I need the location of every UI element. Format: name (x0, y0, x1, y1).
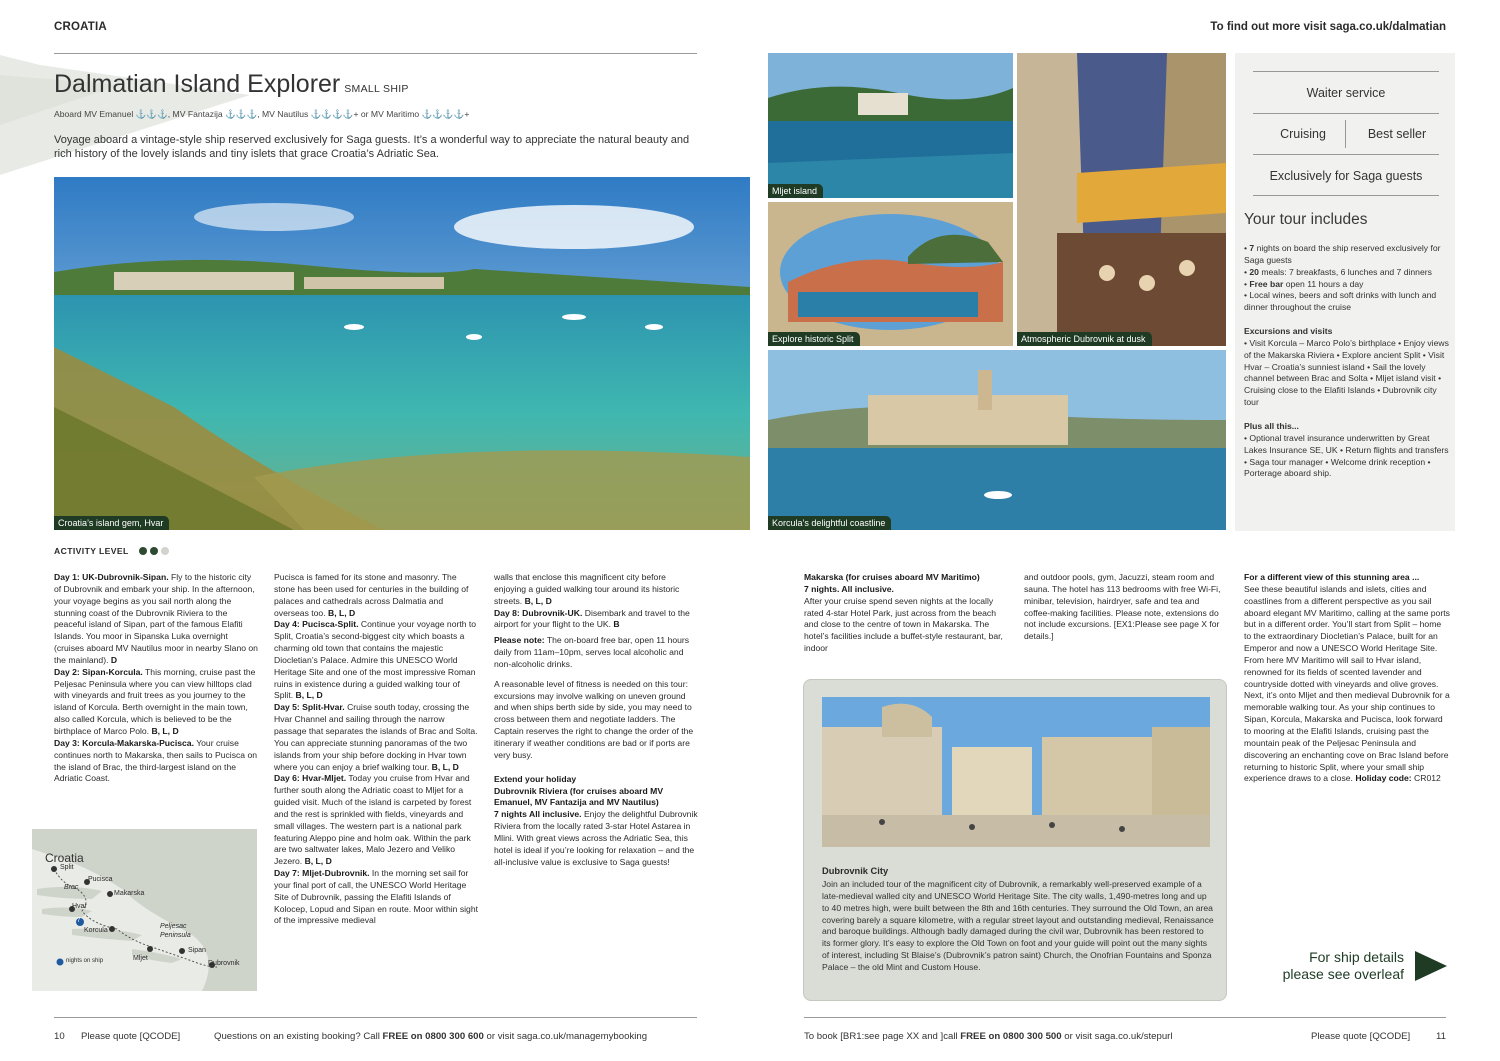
alt-view-text: See these beautiful islands and islets, cities and coastlines from a different perspective as you sail aboard elegant MV Maritimo, calling at the same ports but in a different order. You’ll start from Split – home to the extraordinary Diocletian’s Palace, built for an Emperor and now a UNESCO World Heritage Site. From here MV Maritimo will sail to Hvar island, renowned for its fields of scented lavender and countryside dotted with vineyards and olive groves. Next, it’s onto Mljet and then medieval Dubrovnik for a memorable walking tour. As your ship continues to Sipan, Korcula, Makarska and Pucisca, look forward to mooring at the Elafiti Islands, cruising past the mountain peak of the Peljesac Peninsula and discovering an enchanting cove on Brac Island before returning to historic Split, where your small ship experience draws to a close. Holiday code: CR012 (1244, 583, 1450, 784)
alt-view-heading: For a different view of this stunning area ... (1244, 572, 1420, 582)
include-item: • Free bar open 11 hours a day (1244, 278, 1364, 289)
makarska-column-1 (804, 572, 1004, 655)
route-map (32, 829, 257, 991)
map-label-pucisca: Pucisca (88, 876, 113, 883)
makarska-heading: Makarska (for cruises aboard MV Maritimo) (804, 572, 980, 582)
makarska-text: After your cruise spend seven nights at the locally rated 4-star Hotel Park, just across from the beach and close to the centre of town in Makarska. The hotel’s facilities include a buffet-style restaurant, bar, indoor (804, 595, 1003, 654)
itinerary-day: Day 7: Mljet-Dubrovnik. In the morning set sail for your final port of call, the UNESCO World Heritage Site of Dubrovnik, passing the Elafiti Islands of Kolocep, Lopud and Sipan en route. Moor within sight of the impressive medieval (274, 868, 478, 926)
map-country: Croatia (45, 851, 84, 865)
page-number-right: 11 (1436, 1031, 1446, 1042)
itinerary-day: Day 6: Hvar-Mljet. Today you cruise from Hvar and further south along the Adriatic coast to Mljet for a guided visit. Much of the island is carpeted by forest and the rest is sprinkled with fields, vineyards and small villages. The western part is a national park featuring Aleppo pine and holm oak. Within the park are two saltwater lakes, Malo Jezero and Veliko Jezero. B, L, D (274, 773, 472, 867)
map-label-korcula: Korcula (84, 927, 108, 934)
plus-text: • Optional travel insurance underwritten by Great Lakes Insurance SE, UK • Return flights and transfers • Saga tour manager • Welcome drink reception • Porterage aboard ship. (1244, 432, 1449, 479)
small-ship-badge: SMALL SHIP (344, 83, 409, 95)
excursions-title: Excursions and visits (1244, 326, 1333, 337)
tag-waiter-service: Waiter service (1306, 86, 1386, 100)
ship-details-line2: please see overleaf (1282, 966, 1404, 982)
footer-rule-right (804, 1017, 1446, 1018)
page-number-left: 10 (54, 1031, 65, 1042)
tag-divider (1253, 154, 1439, 155)
itinerary-day: Day 5: Split-Hvar. Cruise south today, crossing the Hvar Channel and sailing through the narrow passage that separates the islands of Brac and Solta. You can appreciate stunning panoramas of the two islands from your ship before docking in Hvar town where you can enjoy a brief walking tour. B, L, D (274, 702, 478, 772)
itinerary-day: walls that enclose this magnificent city before enjoying a guided walking tour around its historic streets. B, L, D (494, 572, 680, 606)
intro-text: Voyage aboard a vintage-style ship reserved exclusively for Saga guests. It’s a wonderful way to appreciate the natural beauty and rich history of the lovely islands and tiny islets that grace Croatia’s Adriatic Sea. (54, 134, 690, 160)
quote-code-right: Please quote [QCODE] (1311, 1031, 1411, 1042)
itinerary-column-1 (54, 572, 259, 785)
booking-line: To book [BR1:see page XX and ]call FREE on 0800 300 500 or visit saga.co.uk/stepurl (804, 1031, 1173, 1042)
makarska-text-continued: and outdoor pools, gym, Jacuzzi, steam room and sauna. The hotel has 113 bedrooms with free Wi-Fi, minibar, television, hairdryer, safe and tea and coffee-making facilities. Please note, extensions do not include excursions. [EX1:Please see page X for details.] (1024, 572, 1221, 642)
ship-details-callout[interactable] (1262, 949, 1404, 983)
map-label-dubrovnik: Dubrovnik (208, 960, 240, 967)
activity-dot-empty (161, 547, 169, 555)
tag-divider (1253, 113, 1439, 114)
riviera-heading: Dubrovnik Riviera (for cruises aboard MV Emanuel, MV Fantazija and MV Nautilus) (494, 785, 664, 808)
excursions-text: • Visit Korcula – Marco Polo’s birthplace • Enjoy views of the Makarska Riviera • Explore ancient Split • Visit Hvar – Croatia’s sunniest island • Sail the lovely channel between Brac and Solta • Mljet island visit • Cruising close to the Elafiti Islands • Dubrovnik city tour (1244, 337, 1449, 408)
more-info-link[interactable]: To find out more visit saga.co.uk/dalmatian (1210, 21, 1446, 33)
features-sidebar (1235, 53, 1455, 531)
activity-label: ACTIVITY LEVEL (54, 546, 129, 556)
tag-exclusive: Exclusively for Saga guests (1269, 169, 1423, 183)
dubrovnik-city-box (803, 679, 1227, 1001)
photo-korcula (768, 350, 1226, 530)
header-rule-left (54, 53, 697, 54)
tag-cruising: Cruising (1280, 127, 1326, 141)
photo-dubrovnik-city (822, 697, 1210, 847)
activity-dot-filled (139, 547, 147, 555)
map-label-brac: Brac (64, 884, 79, 891)
tag-vertical-divider (1345, 120, 1346, 148)
extend-heading: Extend your holiday (494, 773, 577, 784)
booking-questions: Questions on an existing booking? Call FREE on 0800 300 600 or visit saga.co.uk/managemybooking (214, 1031, 648, 1042)
caption-hvar: Croatia’s island gem, Hvar (54, 516, 169, 530)
plus-title: Plus all this... (1244, 420, 1299, 431)
activity-level (54, 546, 169, 556)
riviera-text: 7 nights All inclusive. Enjoy the delightful Dubrovnik Riviera from the locally rated 3-star Hotel Astarea in Mlini. With great views across the Adriatic Sea, this hotel is ideal if you’re looking for relaxation – and the all-inclusive value is exclusive to Saga guests! (494, 809, 698, 867)
tag-divider (1253, 71, 1439, 72)
tour-title (54, 70, 409, 99)
itinerary-day: Day 1: UK-Dubrovnik-Sipan. Fly to the historic city of Dubrovnik and embark your ship. In the afternoon, your voyage begins as you sail north along the stunning coast of the Dubrovnik Riviera to the peaceful island of Sipan, part of the famous Elafiti Islands. You moor in Sipanska Luka overnight (cruises aboard MV Nautilus moor in nearby Slano on the mainland). D (54, 572, 258, 665)
map-label-peljesac: Peljesac Peninsula (160, 923, 191, 939)
itinerary-day: Day 8: Dubrovnik-UK. Disembark and travel to the airport for your flight to the UK. B (494, 607, 690, 630)
map-label-makarska: Makarska (114, 890, 145, 897)
makarska-nights: 7 nights. All inclusive. (804, 583, 894, 594)
caption-mljet: Mljet island (768, 184, 823, 198)
tour-title-text: Dalmatian Island Explorer (54, 70, 341, 98)
include-item: • 7 nights on board the ship reserved exclusively for Saga guests (1244, 243, 1441, 265)
caption-korcula: Korcula’s delightful coastline (768, 516, 891, 530)
dubrovnik-city-text: Join an included tour of the magnificent city of Dubrovnik, a remarkably well-preserved example of a late-medieval walled city and UNESCO World Heritage Site. The city walls, 1,490-metres long and up to 40 metres high, were built between the 8th and 16th centuries. They surround the Old Town, an area covering barely a square kilometre, with a regular street layout and outstanding medieval, Renaissance and baroque buildings. Although badly damaged during the civil war, Dubrovnik has been restored to its former glory. It’s easy to explore the Old Town on foot and your guide will point out the many sights of interest, including St Blaise’s (Dubrovnik’s patron saint) Church, the Onofrian Fountains and Sponza Palace – the old Mint and Custom House. (822, 879, 1214, 972)
section-label: CROATIA (54, 21, 107, 33)
activity-dot-filled (150, 547, 158, 555)
includes-title: Your tour includes (1244, 211, 1368, 228)
quote-code-left: Please quote [QCODE] (81, 1031, 181, 1042)
tag-best-seller: Best seller (1367, 127, 1427, 141)
fitness-note: A reasonable level of fitness is needed on this tour: excursions may involve walking on uneven ground and when ships berth side by side, you may need to cross between them and negotiate ladders. The Captain reserves the right to change the order of the itinerary if weather conditions are bad or if ports are very busy. (494, 678, 694, 760)
map-label-sipan: Sipan (188, 947, 206, 954)
ships-line: Aboard MV Emanuel ⚓⚓⚓, MV Fantazija ⚓⚓⚓, MV Nautilus ⚓⚓⚓⚓+ or MV Maritimo ⚓⚓⚓⚓+ (54, 109, 470, 119)
include-item: • Local wines, beers and soft drinks with lunch and dinner throughout the cruise (1244, 290, 1437, 313)
map-label-mljet: Mljet (133, 955, 148, 962)
makarska-column-2 (1024, 572, 1226, 643)
photo-mljet (768, 53, 1013, 198)
map-legend: nights on ship (66, 958, 104, 964)
photo-split (768, 202, 1013, 346)
map-badge: 7 (77, 918, 81, 924)
footer-rule-left (54, 1017, 697, 1018)
itinerary-column-3 (494, 572, 699, 868)
dubrovnik-city-title: Dubrovnik City (822, 866, 889, 876)
ship-details-line1: For ship details (1309, 949, 1404, 965)
itinerary-column-2 (274, 572, 479, 927)
itinerary-day: Day 3: Korcula-Makarska-Pucisca. Your cruise continues north to Makarska, then sails to Pucisca on the island of Brac, the third-largest island on the Adriatic Coast. (54, 737, 258, 784)
photo-hvar (54, 177, 750, 530)
please-note: Please note: The on-board free bar, open 11 hours daily from 11am–10pm, serves local alcoholic and non-alcoholic drinks. (494, 635, 690, 669)
itinerary-day: Pucisca is famed for its stone and masonry. The stone has been used for centuries in the building of palaces and cathedrals across Dalmatia and overseas too. B, L, D (274, 572, 469, 618)
play-arrow-icon[interactable] (1415, 951, 1447, 981)
tag-divider (1253, 195, 1439, 196)
map-label-split: Split (60, 864, 74, 871)
map-label-hvar: Hvar (72, 903, 87, 910)
photo-dubrovnik-dusk (1017, 53, 1226, 346)
itinerary-day: Day 2: Sipan-Korcula. This morning, cruise past the Peljesac Peninsula where you can view hilltops clad with vineyards and fruit trees as you journey to the island of Korcula. Berth overnight in the main town, also called Korcula, which is believed to be the birthplace of Marco Polo. B, L, D (54, 666, 256, 736)
itinerary-day: Day 4: Pucisca-Split. Continue your voyage north to Split, Croatia’s second-biggest city which boasts a charming old town that contains the majestic Diocletian’s Palace. Admire this UNESCO World Heritage Site and one of the most impressive Roman ruins in existence during a guided walking tour of Split. B, L, D (274, 619, 477, 701)
alt-view-column (1244, 572, 1450, 785)
caption-dubrovnik-dusk: Atmospheric Dubrovnik at dusk (1017, 332, 1152, 346)
caption-split: Explore historic Split (768, 332, 860, 346)
include-item: • 20 meals: 7 breakfasts, 6 lunches and 7 dinners (1244, 266, 1432, 277)
includes-list (1244, 243, 1450, 480)
